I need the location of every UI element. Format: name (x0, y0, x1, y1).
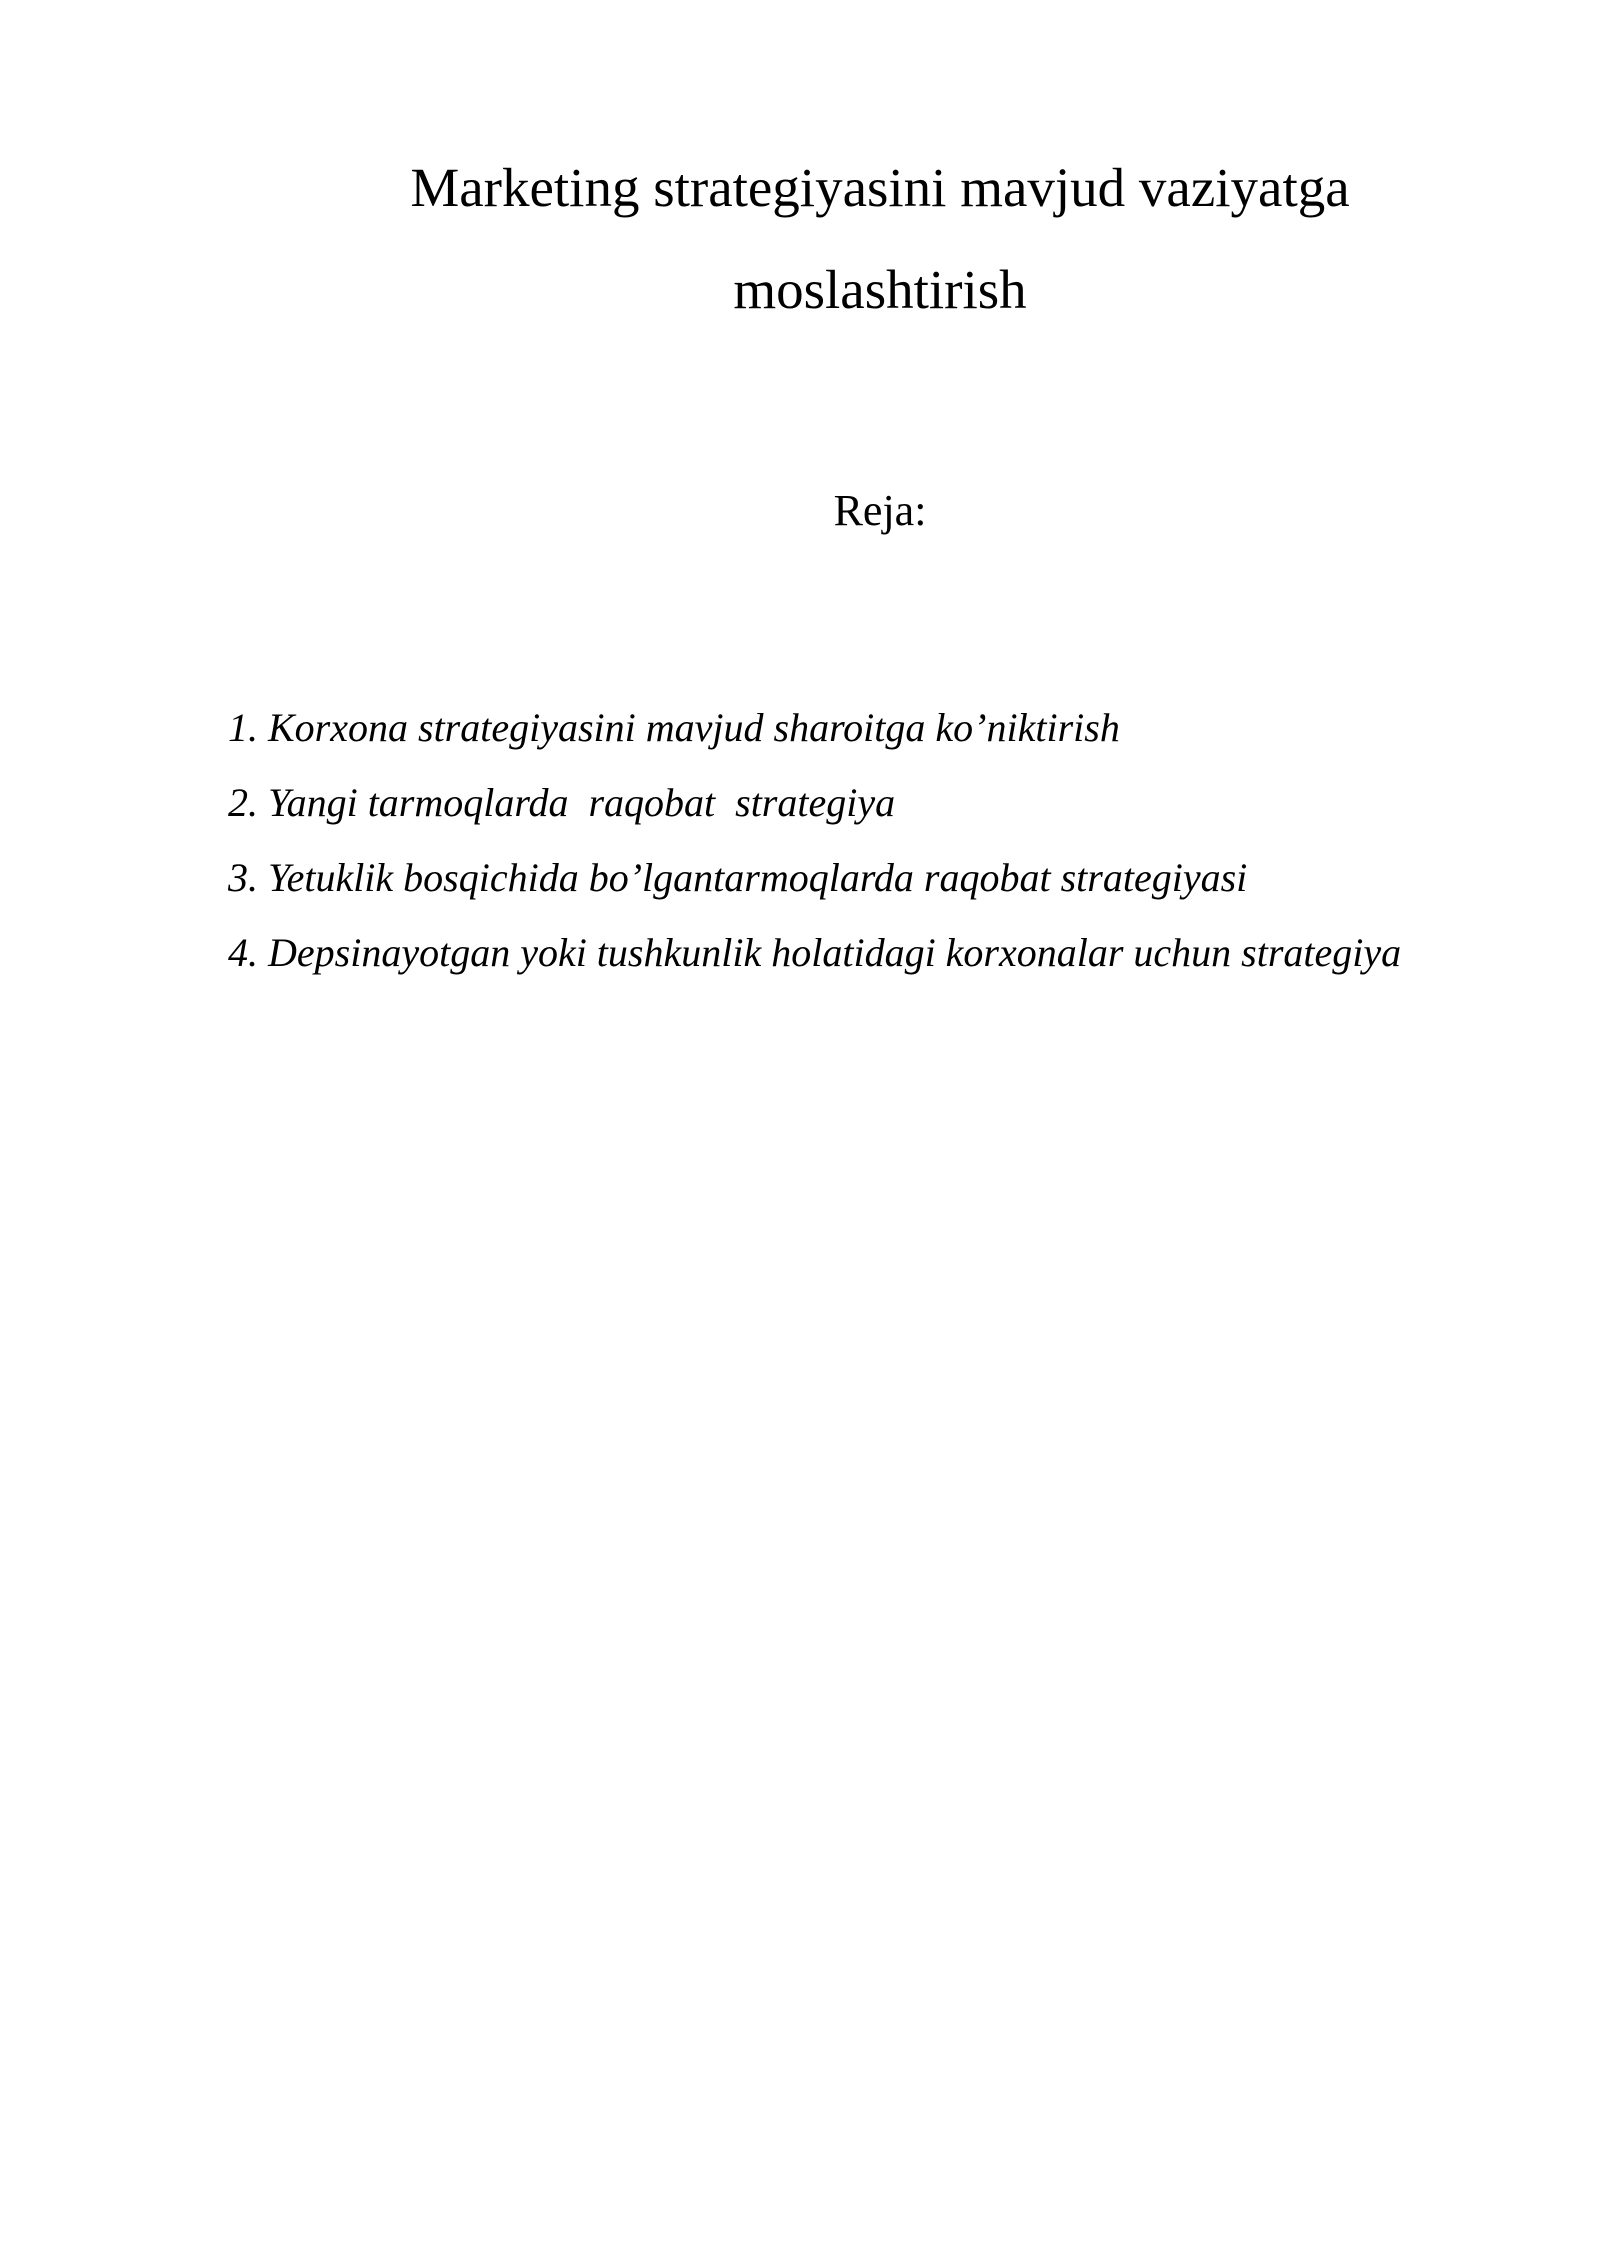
plan-item-text: Yetuklik bosqichida bo’lgantarmoqlarda raqobat strategiyasi (268, 855, 1248, 900)
plan-item-text: Korxona strategiyasini mavjud sharoitga ko’niktirish (268, 705, 1120, 750)
plan-item-text: Depsinayotgan yoki tushkunlik holatidagi korxonalar uchun strategiya (268, 930, 1402, 975)
plan-heading: Reja: (833, 486, 927, 535)
document-title-line-1: Marketing strategiyasini mavjud vaziyatga (410, 157, 1350, 218)
plan-list (228, 703, 1401, 1003)
document-title-line-2: moslashtirish (733, 259, 1027, 320)
plan-item (228, 928, 1401, 1003)
plan-item-number: 1. (228, 705, 258, 750)
plan-item (228, 778, 1401, 853)
plan-item-number: 3. (228, 855, 258, 900)
plan-item-text: Yangi tarmoqlarda raqobat strategiya (268, 780, 896, 825)
plan-item (228, 703, 1401, 778)
plan-item-number: 4. (228, 930, 258, 975)
plan-item (228, 853, 1401, 928)
plan-item-number: 2. (228, 780, 258, 825)
